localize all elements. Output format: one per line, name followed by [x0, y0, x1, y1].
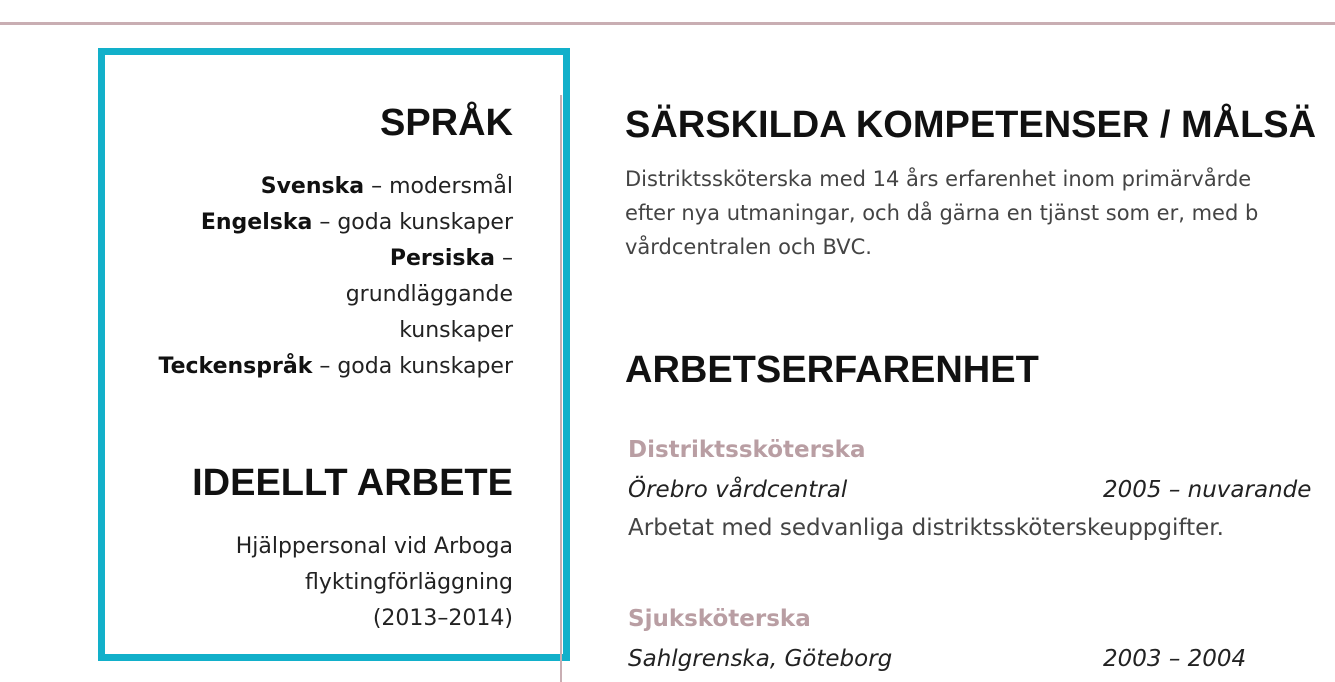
column-divider	[560, 95, 562, 682]
job-place: Sahlgrenska, Göteborg	[628, 646, 893, 672]
highlight-box	[98, 48, 570, 661]
volunteer-line: (2013–2014)	[372, 606, 513, 631]
job-dates: 2005 – nuvarande	[1103, 477, 1312, 503]
top-rule	[0, 22, 1335, 25]
skills-heading: SÄRSKILDA KOMPETENSER / MÅLSÄ	[625, 104, 1317, 146]
skills-text: Distriktssköterska med 14 års erfarenhet inom primärvårde efter nya utmaningar, och då gärna en tjänst som er, med b vårdcentralen och BVC.	[625, 167, 1259, 259]
language-item: Persiska – grundläggande kunskaper	[345, 246, 513, 343]
job-title: Distriktssköterska	[628, 437, 866, 463]
language-item: Svenska – modersmål	[260, 174, 513, 199]
volunteer-text	[113, 529, 513, 637]
volunteer-line: Hjälppersonal vid Arboga	[235, 534, 513, 559]
volunteer-heading: IDEELLT ARBETE	[192, 462, 513, 504]
volunteer-line: flyktingförläggning	[304, 570, 513, 595]
languages-list	[113, 169, 513, 385]
experience-heading: ARBETSERFARENHET	[625, 349, 1039, 391]
language-item: Engelska – goda kunskaper	[200, 210, 513, 235]
language-item: Teckenspråk – goda kunskaper	[158, 354, 513, 379]
languages-heading: SPRÅK	[379, 102, 513, 144]
job-dates: 2003 – 2004	[1103, 646, 1247, 672]
job-place: Örebro vårdcentral	[628, 477, 848, 503]
job-description: Arbetat med sedvanliga distriktssköterskeuppgifter.	[628, 515, 1224, 541]
job-title: Sjuksköterska	[628, 606, 811, 632]
